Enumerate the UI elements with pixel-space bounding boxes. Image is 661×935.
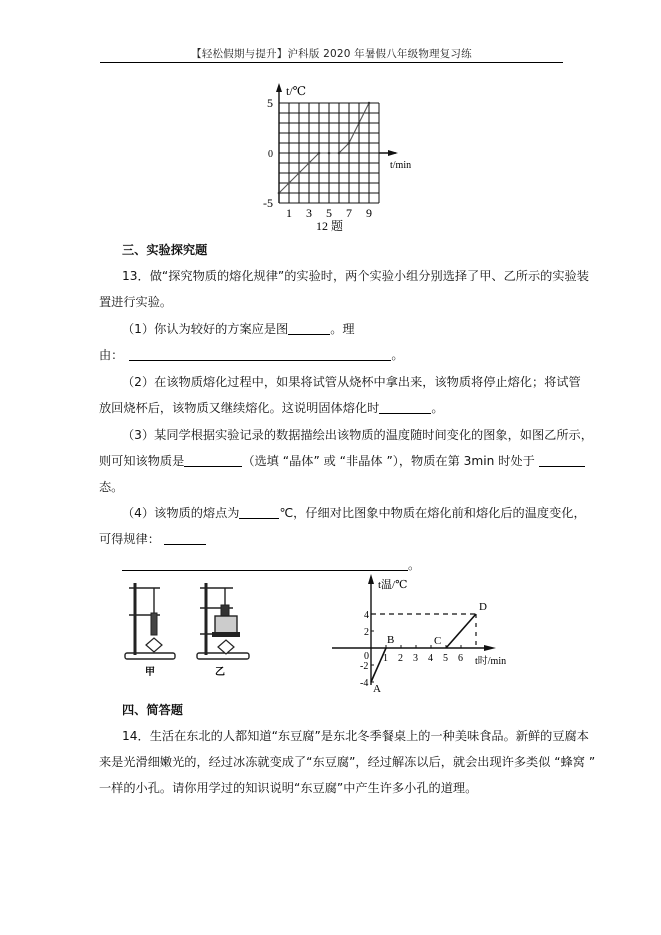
q13-part4-line1 — [122, 505, 586, 521]
page-header-title: 【轻松假期与提升】沪科版 2020 年暑假八年级物理复习练 — [191, 48, 472, 60]
q13-part1-line2 — [99, 347, 404, 363]
q13-part3-line3: 态。 — [99, 480, 124, 494]
graph2-x-axis-arrow — [484, 645, 496, 651]
q13-part4-text-b: ℃，仔细对比图象中物质在熔化前和熔化后的温度变化， — [279, 506, 586, 520]
graph2-x-tick-label: 6 — [458, 653, 463, 664]
apparatus-label-jia: 甲 — [145, 667, 155, 678]
graph2-point-label-c: C — [434, 635, 442, 647]
section-3-heading: 三、实验探究题 — [122, 243, 208, 257]
q13-part4-text-c: 可得规律： — [99, 532, 160, 546]
figure-12-data-point — [318, 152, 321, 155]
q14-line1: 14．生活在东北的人都知道“东豆腐”是东北冬季餐桌上的一种美味食品。新鲜的豆腐本 — [122, 729, 589, 743]
q13-part1-answer-blank[interactable] — [288, 322, 330, 335]
q13-part4-text-a: （4）该物质的熔点为 — [122, 506, 240, 520]
apparatus-label-yi: 乙 — [215, 667, 225, 678]
q13-part4-answer-blank-1[interactable] — [239, 506, 279, 519]
graph2-y-tick-label: 4 — [364, 610, 369, 621]
q14-line2: 来是光滑细嫩光的，经过冰冻就变成了“东豆腐”，经过解冻以后，就会出现许多类似 “蜂窝 ” — [99, 755, 596, 769]
graph2-y-ticks — [360, 610, 374, 689]
figure-12-x-tick-label: 3 — [306, 206, 312, 220]
figure-12-data-point — [358, 122, 361, 125]
figure-12-y-axis-label: t/℃ — [286, 84, 307, 98]
figure-12-data-point — [278, 192, 281, 195]
header-divider — [100, 62, 563, 63]
graph2-y-tick-label: -4 — [360, 678, 369, 689]
figure-12-x-axis-arrow — [388, 150, 398, 156]
figure-12-data-point — [348, 142, 351, 145]
graph2-x-tick-label: 4 — [428, 653, 433, 664]
q13-part1-reason-blank[interactable] — [129, 348, 391, 361]
q13-part3-text-b: （选填 “晶体” 或 “非晶体 ”），物质在第 3min 时处于 — [242, 454, 535, 468]
figure-12-x-axis-label: t/min — [390, 160, 412, 171]
figure-12-x-tick-label: 9 — [366, 206, 372, 220]
q13-part3-line1: （3）某同学根据实验记录的数据描绘出该物质的温度随时间变化的图象，如图乙所示， — [122, 428, 593, 442]
q14-line3: 一样的小孔。请你用学过的知识说明“东豆腐”中产生许多小孔的道理。 — [99, 781, 478, 795]
graph2-y-tick-label: 2 — [364, 627, 369, 638]
q13-part1-line1 — [122, 321, 355, 337]
graph2-x-tick-label: 3 — [413, 653, 418, 664]
apparatus-yi — [197, 583, 249, 659]
apparatus-jia — [125, 583, 175, 659]
apparatus-illustration — [115, 575, 265, 685]
figure-12-x-tick-label: 7 — [346, 206, 352, 220]
q13-part4-end: 。 — [408, 558, 421, 572]
q13-part3-answer-blank-2[interactable] — [539, 454, 585, 467]
figure-12-series-line — [279, 103, 369, 193]
q13-part1-reason-label: 由： — [99, 348, 124, 362]
q13-part1-text-end: 。理 — [330, 322, 355, 336]
q13-part1-reason-end: 。 — [391, 348, 404, 362]
q13-part2-text: 放回烧杯后，该物质又继续熔化。这说明固体熔化时 — [99, 401, 380, 415]
figure-12-data-point — [338, 152, 341, 155]
q13-intro-line2: 置进行实验。 — [99, 295, 173, 309]
q13-part4-answer-blank-2[interactable] — [164, 532, 206, 545]
graph2-y-tick-label: -2 — [360, 661, 369, 672]
q13-part1-text: （1）你认为较好的方案应是图 — [122, 322, 289, 336]
q13-intro-line1: 13．做“探究物质的熔化规律”的实验时，两个实验小组分别选择了甲、乙所示的实验装 — [122, 269, 589, 283]
section-4-heading: 四、简答题 — [122, 703, 183, 717]
graph2-point-label-d: D — [479, 601, 487, 613]
q13-part2-line1: （2）在该物质熔化过程中，如果将试管从烧杯中拿出来，该物质将停止熔化；将试管 — [122, 375, 581, 389]
q13-part4-line2 — [99, 531, 206, 547]
q13-part2-line2 — [99, 400, 444, 416]
figure-12-data-point — [328, 152, 331, 155]
figure-12-y-tick-5: 5 — [267, 96, 273, 110]
graph2-axes — [332, 574, 496, 685]
graph2-y-axis-label: t温/℃ — [378, 579, 408, 591]
graph2-x-tick-label: 5 — [443, 653, 448, 664]
figure-12-series — [278, 102, 371, 195]
graph2-point-label-a: A — [373, 683, 381, 695]
graph2-segment-c-d — [446, 614, 476, 648]
figure-12-y-axis-arrow — [276, 83, 282, 92]
q13-part3-line2 — [99, 453, 585, 469]
figure-12-x-ticks — [286, 206, 372, 220]
q13-part3-answer-blank-1[interactable] — [184, 454, 242, 467]
figure-12-y-tick-0: 0 — [268, 149, 273, 160]
graph2-x-tick-label: 2 — [398, 653, 403, 664]
graph2-x-tick-label: 1 — [383, 653, 388, 664]
graph2-y-axis-arrow — [368, 574, 374, 584]
q13-part3-text-a: 则可知该物质是 — [99, 454, 185, 468]
temperature-time-graph — [330, 570, 520, 695]
graph2-x-axis-label: t时/min — [475, 656, 507, 667]
figure-12-caption: 12 题 — [316, 219, 344, 233]
graph2-y-tick-label: 0 — [364, 651, 369, 662]
q13-part2-end: 。 — [431, 401, 444, 415]
figure-12-y-tick-neg5: -5 — [263, 196, 273, 210]
figure-12-data-point — [368, 102, 371, 105]
figure-12-x-tick-label: 1 — [286, 206, 292, 220]
q13-part2-answer-blank[interactable] — [379, 401, 431, 414]
figure-12-graph — [250, 80, 430, 240]
figure-12-x-tick-label: 5 — [326, 206, 332, 220]
graph2-point-label-b: B — [387, 634, 395, 646]
